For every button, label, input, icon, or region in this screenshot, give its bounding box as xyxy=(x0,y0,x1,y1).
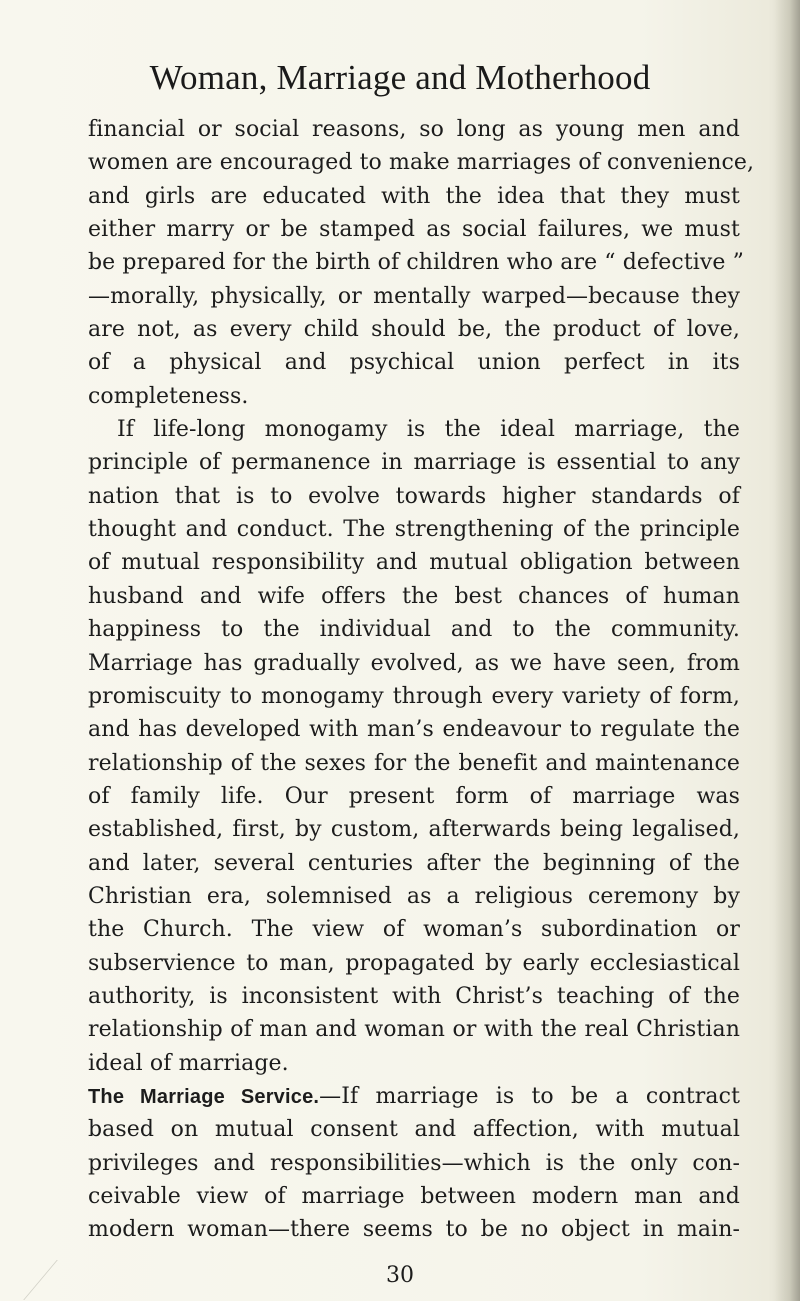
text-line: and girls are educated with the idea that they must xyxy=(88,183,740,209)
text-line: authority, is inconsistent with Christ’s teaching of the xyxy=(88,983,740,1009)
text-line: are not, as every child should be, the product of love, xyxy=(88,317,740,343)
body-text xyxy=(88,113,755,1247)
text-line: happiness to the individual and to the community. xyxy=(88,617,740,643)
page-number: 30 xyxy=(386,1263,414,1288)
text-line: established, first, by custom, afterwards being legalised, xyxy=(88,817,740,843)
text-line: ceivable view of marriage between modern man and xyxy=(88,1184,740,1209)
text-line: principle of permanence in marriage is essential to any xyxy=(88,450,740,476)
running-head: Woman, Marriage and Motherhood xyxy=(149,58,651,97)
text-line: promiscuity to monogamy through every variety of form, xyxy=(88,683,740,709)
text-line: and later, several centuries after the beginning of the xyxy=(88,850,740,876)
text-line: the Church. The view of woman’s subordination or xyxy=(88,917,740,943)
text-line: privileges and responsibilities—which is the only con- xyxy=(88,1150,740,1176)
text-line: of family life. Our present form of marriage was xyxy=(88,783,740,809)
text-line: relationship of the sexes for the benefit and maintenance xyxy=(88,750,740,776)
text-line: of a physical and psychical union perfect in its xyxy=(88,350,740,376)
text-line: —morally, physically, or mentally warped—because they xyxy=(88,283,740,309)
section-first-line xyxy=(88,1080,740,1113)
text-line: of mutual responsibility and mutual obligation between xyxy=(88,550,740,576)
text-line: thought and conduct. The strengthening of the principle xyxy=(88,517,740,543)
text-line: be prepared for the birth of children who are “ defective ” xyxy=(88,250,744,276)
text-line: modern woman—there seems to be no object in main- xyxy=(88,1217,740,1243)
text-line: Marriage has gradually evolved, as we have seen, from xyxy=(88,650,740,676)
text-line: husband and wife offers the best chances of human xyxy=(88,583,740,609)
text-line: Christian era, solemnised as a religious ceremony by xyxy=(88,883,740,909)
text-line: subservience to man, propagated by early ecclesiastical xyxy=(88,950,740,976)
text-line: based on mutual consent and affection, with mutual xyxy=(88,1117,740,1143)
text-line: ideal of marriage. xyxy=(88,1050,289,1076)
section-heading: The Marriage Service. xyxy=(88,1085,320,1108)
page-edge-shadow xyxy=(774,0,800,1301)
text-line: completeness. xyxy=(88,383,249,409)
text-line: relationship of man and woman or with the real Christian xyxy=(88,1017,740,1043)
text-line: women are encouraged to make marriages of convenience, xyxy=(88,150,755,176)
text-line: financial or social reasons, so long as young men and xyxy=(88,117,740,142)
section-first-line-text: —If marriage is to be a contract xyxy=(319,1083,741,1109)
text-line: and has developed with man’s endeavour to regulate the xyxy=(88,717,740,743)
paragraph-start-line: If life-long monogamy is the ideal marriage, the xyxy=(117,417,740,443)
text-line: either marry or be stamped as social failures, we must xyxy=(88,217,740,243)
text-line: nation that is to evolve towards higher standards of xyxy=(88,483,740,509)
